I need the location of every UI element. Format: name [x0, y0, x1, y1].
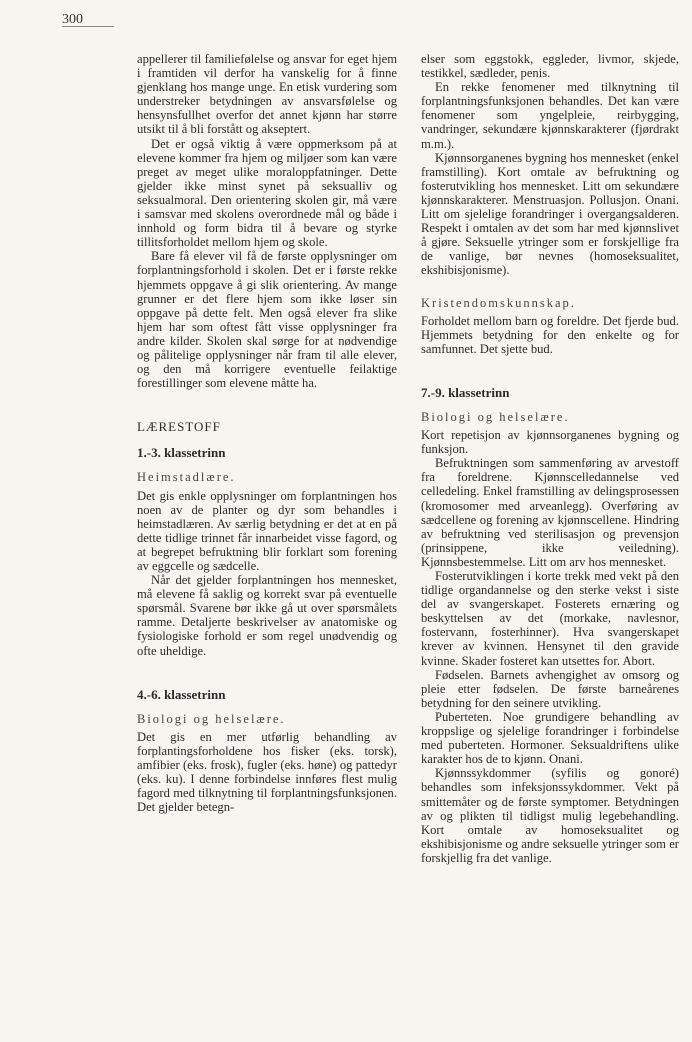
subject-heading: Heimstadlære. [137, 470, 236, 485]
paragraph: Det gis en mer utførlig behandling av forplantingsforholdene hos fisker (eks. torsk), amfibier (eks. frosk), fugler (eks. høne) og pattedyr (eks. ku). I denne forbindelse innføres flest mulig fagord med tilknytning til forplantningsfunksjonen. Det gjelder betegn- [137, 729, 397, 815]
grade-heading: 4.-6. klassetrinn [137, 686, 226, 702]
paragraph: Bare få elever vil få de første opplysninger om forplantningsforhold i skolen. Det er i første rekke hjemmets oppgave å gi slik orientering. Av mange grunner er det flere hjem som ikke løser sin oppgave på dette felt. Men også elever fra slike hjem har som oftest fått visse opplysninger fra andre kilder. Skolen skal sørge for at nødvendige og pålitelige opplysninger når fram til alle elever, og den må korrigere eventuelle feilaktige forestillinger som elevene måtte ha. [137, 249, 397, 391]
header-rule [62, 26, 114, 27]
grade-heading: 7.-9. klassetrinn [421, 384, 510, 400]
section-title: LÆRESTOFF [137, 419, 221, 435]
paragraph: Fødselen. Barnets avhengighet av omsorg og pleie etter fødselen. De første barneårenes betydning for den seinere utvikling. [421, 667, 679, 710]
subject-heading: Biologi og helselære. [137, 711, 286, 726]
paragraph: Det er også viktig å være oppmerksom på at elevene kommer fra hjem og miljøer som kan være preget av meget ulike moraloppfatninger. Dette gjelder ikke minst synet på seksualliv og seksualmoral. Den orientering skolen gir, må være i samsvar med skolens overordnede mål og både i innhold og form bidra til å bevare og styrke tillitsforholdet mellom hjem og skole. [137, 136, 397, 250]
paragraph: En rekke fenomener med tilknytning til forplantningsfunksjonen behandles. Det kan være fenomener som yngelpleie, reirbygging, vandringer, sekundære kjønnskarakterer (fjørdrakt m.m.). [421, 80, 679, 151]
page-number: 300 [62, 12, 83, 27]
paragraph: Det gis enkle opplysninger om forplantningen hos noen av de planter og dyr som behandles i heimstadlæren. Av særlig betydning er det at en på dette tidlige trinnet får innarbeidet visse fagord, og at begrepet befruktning blir forklart som forening av eggcelle og sædcelle. [137, 488, 397, 573]
paragraph: Når det gjelder forplantningen hos mennesket, må elevene få saklig og korrekt svar på eventuelle spørsmål. Svarene bør ikke gå ut over spørsmålets ramme. Detaljerte beskrivelser av anatomiske og fysiologiske forhold er som regel unødvendig og ofte uheldige. [137, 573, 397, 658]
paragraph: elser som eggstokk, eggleder, livmor, skjede, testikkel, sædleder, penis. [421, 52, 679, 81]
subject-heading: Kristendomskunnskap. [421, 295, 576, 310]
grade-heading: 1.-3. klassetrinn [137, 445, 226, 461]
paragraph: Forholdet mellom barn og foreldre. Det fjerde bud. Hjemmets betydning for den enkelte og for samfunnet. Det sjette bud. [421, 313, 679, 356]
paragraph: Befruktningen som sammenføring av arvestoff fra foreldrene. Kjønnscelledannelse ved celledeling. Enkel framstilling av delingsprosessen (kromosomer med arveanlegg). Overføring av sædcellene og forening av kjønnscellene. Hindring av befruktning ved sterilisasjon og prevensjon (prinsippene, ikke veiledning). Kjønnsbestemmelse. Litt om arv hos mennesket. [421, 456, 679, 569]
paragraph: Puberteten. Noe grundigere behandling av kroppslige og sjelelige forandringer i forbindelse med puberteten. Hormoner. Seksualdriftens ulike karakter hos de to kjønn. Onani. [421, 709, 679, 767]
paragraph: Kjønnsorganenes bygning hos mennesket (enkel framstilling). Kort omtale av befruktning og fosterutvikling hos mennesket. Litt om sekundære kjønnskarakterer. Menstruasjon. Pollusjon. Onani. Litt om sjelelige forandringer i overgangsalderen. Respekt i omtalen av det som har med kjønnslivet å gjøre. Seksuelle ytringer som er forskjellige fra de vanlige, bør nevnes (homoseksualitet, ekshibisjonisme). [421, 150, 679, 278]
paragraph: appellerer til familiefølelse og ansvar for eget hjem i framtiden vil derfor ha vanskelig for å finne gjenklang hos mange unge. En etisk vurdering som understreker betydningen av ansvarsfølelse og hensynsfullhet overfor det annet kjønn har større utsikt til å bli forstått og akseptert. [137, 52, 397, 137]
paragraph: Kort repetisjon av kjønnsorganenes bygning og funksjon. [421, 428, 679, 457]
paragraph: Kjønnssykdommer (syfilis og gonoré) behandles som infeksjonssykdommer. Vekt på smittemåter og de første symptomer. Betydningen av og plikten til tidligst mulig legebehandling. Kort omtale av homoseksualitet og ekshibisjonisme og andre seksuelle ytringer som er forskjellig fra det vanlige. [421, 766, 679, 865]
paragraph: Fosterutviklingen i korte trekk med vekt på den tidlige organdannelse og den sterke vekst i siste del av svangerskapet. Fosterets ernæring og beskyttelsen av det (morkake, navlesnor, fostervann, fosterhinner). Hva svangerskapet krever av kvinnen. Hensynet til den gravide kvinne. Skader fosteret kan utsettes for. Abort. [421, 569, 679, 668]
subject-heading: Biologi og helselære. [421, 409, 570, 424]
right-column [421, 52, 679, 865]
left-column [137, 52, 397, 814]
